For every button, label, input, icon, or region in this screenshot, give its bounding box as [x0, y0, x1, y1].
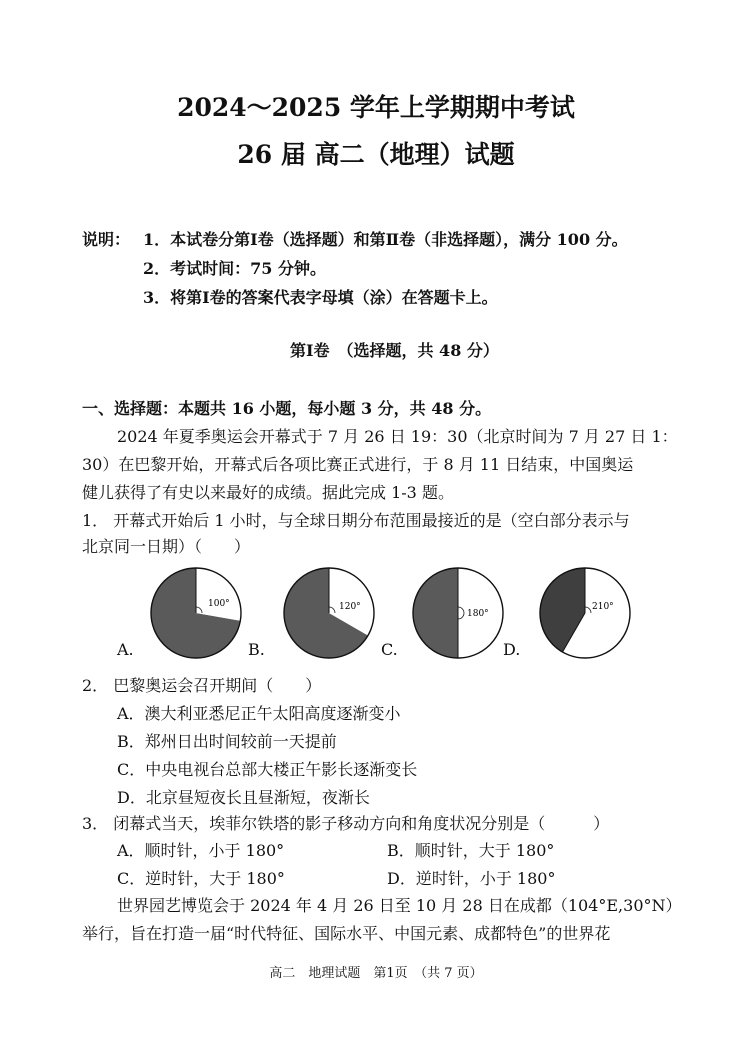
pie-c-dark [413, 568, 458, 658]
note-item: 2．考试时间：75 分钟。 [143, 259, 326, 278]
page-footer: 高二 地理试题 第1页 （共 7 页） [269, 966, 483, 981]
pie-chart-a [148, 566, 244, 660]
passage-line: 健儿获得了有史以来最好的成绩。据此完成 1-3 题。 [82, 483, 454, 502]
passage-line: 举行，旨在打造一届“时代特征、国际水平、中国元素、成都特色”的世界花 [82, 924, 611, 943]
angle-label-b: 120° [339, 602, 361, 612]
angle-label-c: 180° [467, 609, 489, 619]
question-3-stem: 3． 闭幕式当天，埃菲尔铁塔的影子移动方向和角度状况分别是（ ） [82, 814, 610, 833]
option-letter-d: D. [503, 640, 521, 659]
q3-option: B．顺时针，大于 180° [387, 841, 555, 860]
angle-label-a: 100° [208, 599, 230, 609]
exam-title: 2024～2025 学年上学期期中考试 [177, 93, 575, 122]
q2-option: B．郑州日出时间较前一天提前 [117, 732, 337, 751]
passage-line: 世界园艺博览会于 2024 年 4 月 26 日至 10 月 28 日在成都（104°E,30°N） [117, 896, 682, 915]
pie-a-white [196, 568, 241, 621]
q3-option: A．顺时针，小于 180° [117, 841, 285, 860]
passage-line: 2024 年夏季奥运会开幕式于 7 月 26 日 19：30（北京时间为 7 月 27 日 1： [117, 427, 678, 446]
question-2-stem: 2． 巴黎奥运会召开期间（ ） [82, 676, 322, 695]
pie-chart-b [281, 566, 377, 660]
q3-option: D．逆时针，小于 180° [387, 869, 556, 888]
pie-chart-d [537, 566, 633, 660]
note-item: 1．本试卷分第Ⅰ卷（选择题）和第Ⅱ卷（非选择题），满分 100 分。 [143, 230, 628, 249]
option-letter-a: A. [117, 640, 134, 659]
question-1-stem: 1． 开幕式开始后 1 小时，与全球日期分布范围最接近的是（空白部分表示与 [82, 511, 630, 530]
q2-option: A．澳大利亚悉尼正午太阳高度逐渐变小 [117, 704, 401, 723]
option-letter-b: B. [248, 640, 265, 659]
passage-line: 30）在巴黎开始，开幕式后各项比赛正式进行，于 8 月 11 日结束，中国奥运 [82, 455, 634, 474]
section-title: 第Ⅰ卷 （选择题，共 48 分） [290, 341, 499, 360]
q2-option: C．中央电视台总部大楼正午影长逐渐变长 [117, 760, 418, 779]
question-1-stem-cont: 北京同一日期）（ ） [82, 537, 251, 556]
q2-option: D．北京昼短夜长且昼渐短，夜渐长 [117, 788, 370, 807]
pie-chart-c [410, 566, 506, 660]
part-heading: 一、选择题：本题共 16 小题，每小题 3 分，共 48 分。 [82, 399, 492, 418]
notes-label: 说明： [82, 230, 131, 249]
q3-option: C．逆时针，大于 180° [117, 869, 285, 888]
angle-label-d: 210° [592, 602, 614, 612]
exam-subtitle: 26 届 高二（地理）试题 [237, 140, 515, 169]
note-item: 3．将第Ⅰ卷的答案代表字母填（涂）在答题卡上。 [143, 288, 498, 307]
option-letter-c: C. [381, 640, 398, 659]
